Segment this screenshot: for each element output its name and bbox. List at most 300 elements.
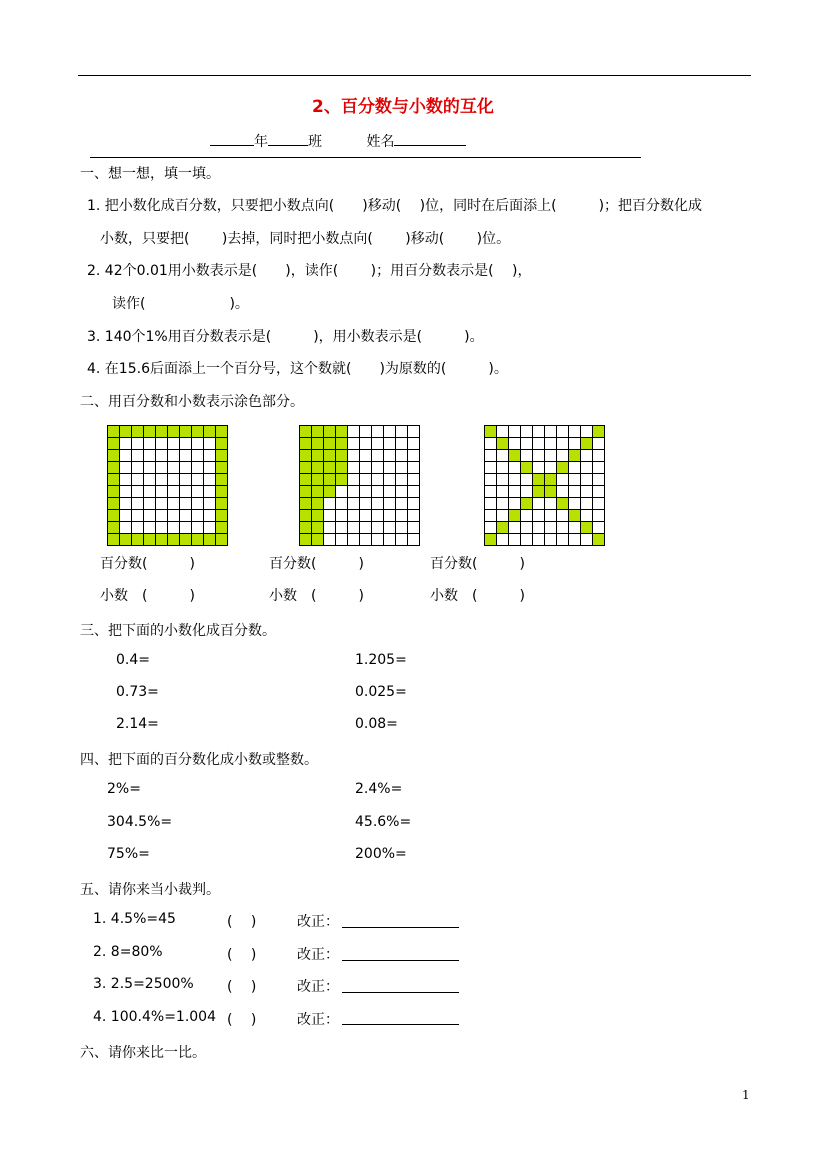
grid-cell	[336, 534, 348, 546]
grid-cell	[497, 474, 509, 486]
grid-cell	[521, 474, 533, 486]
grid-cell	[557, 510, 569, 522]
grid-cell-shaded	[120, 426, 132, 438]
grid-cell	[324, 510, 336, 522]
grid-cell-shaded	[569, 510, 581, 522]
grid-cell-shaded	[485, 534, 497, 546]
grid-cell	[372, 510, 384, 522]
grid-cell	[348, 450, 360, 462]
grid-cell-shaded	[216, 498, 228, 510]
judge-paren-4[interactable]: ( )	[227, 1012, 257, 1028]
grid-cell	[336, 498, 348, 510]
grid-cell	[132, 462, 144, 474]
judge-item-2: 2. 8=80%	[93, 944, 163, 960]
judge-paren-3[interactable]: ( )	[227, 979, 257, 995]
grid-cell-shaded	[324, 450, 336, 462]
grid-cell	[120, 498, 132, 510]
grid-cell	[132, 450, 144, 462]
grid-cell	[545, 462, 557, 474]
grid-cell	[156, 486, 168, 498]
grid-cell-shaded	[312, 486, 324, 498]
grid-cell-shaded	[336, 450, 348, 462]
grid-cell	[372, 522, 384, 534]
grid-cell-shaded	[300, 474, 312, 486]
grid-cell-shaded	[108, 438, 120, 450]
class-label: 班	[308, 134, 322, 150]
grid-cell	[348, 498, 360, 510]
grid-cell-shaded	[557, 498, 569, 510]
section-4-heading: 四、把下面的百分数化成小数或整数。	[80, 752, 318, 768]
grid-cell	[485, 498, 497, 510]
grid-cell	[533, 438, 545, 450]
grid-cell-shaded	[300, 450, 312, 462]
grid-cell	[545, 522, 557, 534]
grid-cell	[408, 438, 420, 450]
s4-right-3: 200%=	[355, 846, 407, 862]
grid-cell-shaded	[509, 510, 521, 522]
grid-cell	[204, 522, 216, 534]
grid-cell	[593, 486, 605, 498]
grid-1-decimal-label: 小数 ( )	[100, 588, 195, 604]
section-6-heading: 六、请你来比一比。	[80, 1045, 206, 1061]
grid-cell-shaded	[312, 426, 324, 438]
grid-cell	[348, 522, 360, 534]
s4-left-3: 75%=	[107, 846, 150, 862]
grid-cell	[336, 522, 348, 534]
grid-cell-shaded	[521, 462, 533, 474]
grid-cell	[372, 462, 384, 474]
grid-cell-shaded	[108, 426, 120, 438]
grid-cell	[408, 510, 420, 522]
grid-cell-shaded	[300, 498, 312, 510]
grid-cell	[324, 498, 336, 510]
grid-cell	[204, 450, 216, 462]
grid-cell-shaded	[216, 438, 228, 450]
grid-cell	[156, 438, 168, 450]
q1-line-a: 1. 把小数化成百分数，只要把小数点向( )移动( )位，同时在后面添上( )；把百分数化成	[87, 198, 703, 214]
grid-cell	[569, 462, 581, 474]
q2-line-a: 2. 42个0.01用小数表示是( )，读作( )；用百分数表示是( )，	[87, 263, 532, 279]
grid-cell	[521, 438, 533, 450]
grid-cell-shaded	[120, 534, 132, 546]
grid-cell	[396, 450, 408, 462]
grid-cell-shaded	[324, 426, 336, 438]
section-5-heading: 五、请你来当小裁判。	[80, 882, 220, 898]
grid-cell-shaded	[324, 462, 336, 474]
grid-cell-shaded	[192, 534, 204, 546]
grid-cell	[545, 438, 557, 450]
s3-right-1: 1.205=	[355, 652, 407, 668]
grid-cell	[497, 534, 509, 546]
grid-cell	[132, 510, 144, 522]
grid-cell	[348, 438, 360, 450]
grid-cell-shaded	[108, 498, 120, 510]
judge-fix-blank-4[interactable]	[342, 1024, 459, 1025]
grid-cell	[168, 462, 180, 474]
grid-cell	[132, 486, 144, 498]
grid-cell-shaded	[533, 474, 545, 486]
grid-cell-shaded	[300, 462, 312, 474]
grid-cell	[396, 438, 408, 450]
grid-cell	[360, 438, 372, 450]
grid-cell	[396, 486, 408, 498]
grid-cell	[533, 462, 545, 474]
page-number: 1	[742, 1088, 750, 1102]
grid-cell	[509, 426, 521, 438]
grid-cell-shaded	[132, 534, 144, 546]
grid-cell	[485, 510, 497, 522]
grid-cell	[348, 426, 360, 438]
name-label: 姓名	[366, 134, 395, 150]
grid-cell	[180, 486, 192, 498]
grid-cell	[180, 522, 192, 534]
q3-line: 3. 140个1%用百分数表示是( )，用小数表示是( )。	[87, 329, 484, 345]
grid-cell	[396, 534, 408, 546]
q1-line-b: 小数，只要把( )去掉，同时把小数点向( )移动( )位。	[100, 231, 511, 247]
judge-fix-blank-1[interactable]	[342, 927, 459, 928]
grid-cell	[156, 498, 168, 510]
grid-cell-shaded	[108, 450, 120, 462]
grid-cell	[144, 450, 156, 462]
grid-cell-shaded	[180, 426, 192, 438]
s4-right-2: 45.6%=	[355, 814, 412, 830]
judge-item-1: 1. 4.5%=45	[93, 911, 176, 927]
grid-cell	[180, 450, 192, 462]
grid-cell	[372, 438, 384, 450]
grid-3-decimal-label: 小数 ( )	[430, 588, 525, 604]
grid-cell-shaded	[216, 462, 228, 474]
judge-fix-blank-3[interactable]	[342, 992, 459, 993]
grid-cell	[509, 462, 521, 474]
grid-cell	[120, 522, 132, 534]
grid-cell-shaded	[557, 462, 569, 474]
grid-cell	[509, 534, 521, 546]
judge-paren-2[interactable]: ( )	[227, 947, 257, 963]
s4-left-1: 2%=	[107, 781, 141, 797]
grid-cell	[485, 462, 497, 474]
grid-cell-shaded	[216, 486, 228, 498]
grid-cell	[485, 522, 497, 534]
grid-cell	[485, 486, 497, 498]
grid-cell	[168, 450, 180, 462]
grid-cell	[360, 426, 372, 438]
grid-cell	[360, 510, 372, 522]
grid-cell	[180, 510, 192, 522]
grid-cell	[408, 498, 420, 510]
grid-cell-shaded	[300, 534, 312, 546]
class-blank[interactable]	[268, 131, 308, 146]
grid-cell	[569, 474, 581, 486]
grid-cell	[533, 498, 545, 510]
grid-cell	[384, 510, 396, 522]
grid-cell	[144, 438, 156, 450]
grid-cell-shaded	[204, 426, 216, 438]
grid-cell-shaded	[300, 510, 312, 522]
grid-cell-shaded	[497, 438, 509, 450]
grid-cell	[533, 510, 545, 522]
s3-right-2: 0.025=	[355, 684, 407, 700]
s3-left-3: 2.14=	[116, 716, 159, 732]
grid-cell	[545, 534, 557, 546]
grid-cell-shaded	[533, 486, 545, 498]
grid-l-pattern	[299, 425, 420, 546]
grid-cell-shaded	[216, 522, 228, 534]
grid-cell-shaded	[312, 474, 324, 486]
grid-cell	[408, 474, 420, 486]
grid-cell	[581, 534, 593, 546]
grid-cell	[192, 510, 204, 522]
grid-cell	[408, 462, 420, 474]
grid-cell-shaded	[108, 486, 120, 498]
grid-cell	[372, 534, 384, 546]
grid-cell	[396, 498, 408, 510]
grid-cell	[408, 450, 420, 462]
grid-cell	[593, 498, 605, 510]
grid-cell	[569, 498, 581, 510]
grid-cell	[557, 450, 569, 462]
s3-left-1: 0.4=	[116, 652, 150, 668]
grid-cell	[509, 522, 521, 534]
grid-cell	[180, 474, 192, 486]
grid-cell-shaded	[216, 450, 228, 462]
grid-cell-shaded	[324, 474, 336, 486]
grid-cell	[593, 522, 605, 534]
grid-cell-shaded	[312, 534, 324, 546]
grid-cell-shaded	[108, 462, 120, 474]
grid-cell-shaded	[108, 474, 120, 486]
grid-cell	[360, 450, 372, 462]
grid-cell	[408, 522, 420, 534]
grid-cell-shaded	[312, 462, 324, 474]
grid-cell	[533, 534, 545, 546]
student-info-line	[210, 131, 466, 151]
grid-cell	[384, 450, 396, 462]
grid-cell	[569, 438, 581, 450]
grid-cell	[384, 534, 396, 546]
grid-cell	[324, 534, 336, 546]
grid-cell	[545, 498, 557, 510]
grid-cell	[168, 474, 180, 486]
grid-cell-shaded	[569, 450, 581, 462]
grid-cell	[144, 498, 156, 510]
grid-cell	[485, 450, 497, 462]
grid-cell	[396, 510, 408, 522]
s3-left-2: 0.73=	[116, 684, 159, 700]
grid-cell	[593, 474, 605, 486]
grid-x-pattern	[484, 425, 605, 546]
grid-cell-shaded	[300, 426, 312, 438]
grid-cell-shaded	[168, 426, 180, 438]
grid-cell	[497, 462, 509, 474]
grid-cell	[521, 510, 533, 522]
grid-cell	[593, 450, 605, 462]
grid-cell	[545, 450, 557, 462]
grid-cell	[120, 438, 132, 450]
grid-cell	[192, 462, 204, 474]
grid-cell	[372, 450, 384, 462]
judge-fix-label-4: 改正：	[297, 1012, 339, 1028]
grid-cell	[132, 438, 144, 450]
grid-cell-shaded	[300, 522, 312, 534]
grid-cell	[408, 426, 420, 438]
grid-cell-shaded	[581, 438, 593, 450]
grid-cell	[120, 486, 132, 498]
grid-cell	[372, 486, 384, 498]
grid-cell	[168, 486, 180, 498]
grid-cell	[384, 522, 396, 534]
grid-cell-shaded	[485, 426, 497, 438]
grid-cell	[144, 474, 156, 486]
grid-cell	[396, 426, 408, 438]
grid-cell	[360, 462, 372, 474]
grid-cell-shaded	[156, 426, 168, 438]
grid-cell	[396, 462, 408, 474]
grid-cell	[120, 462, 132, 474]
grid-cell	[521, 534, 533, 546]
grid-cell	[348, 486, 360, 498]
grid-cell-shaded	[324, 486, 336, 498]
grid-cell-shaded	[312, 450, 324, 462]
name-blank[interactable]	[394, 131, 466, 146]
grid-cell-shaded	[180, 534, 192, 546]
s4-left-2: 304.5%=	[107, 814, 173, 830]
grid-cell-shaded	[509, 450, 521, 462]
grid-cell	[593, 438, 605, 450]
grid-cell	[581, 450, 593, 462]
grid-2-percent-label: 百分数( )	[269, 556, 364, 572]
grid-cell	[120, 474, 132, 486]
grid-cell	[144, 522, 156, 534]
judge-fix-label-1: 改正：	[297, 914, 339, 930]
grid-cell	[521, 426, 533, 438]
grid-2-decimal-label: 小数 ( )	[269, 588, 364, 604]
grid-cell-shaded	[156, 534, 168, 546]
judge-fix-label-2: 改正：	[297, 947, 339, 963]
grid-cell	[360, 534, 372, 546]
grid-cell-shaded	[216, 426, 228, 438]
judge-fix-blank-2[interactable]	[342, 960, 459, 961]
grid-cell	[509, 438, 521, 450]
grid-cell	[372, 474, 384, 486]
grid-cell-shaded	[336, 426, 348, 438]
grid-cell	[360, 486, 372, 498]
grid-cell	[372, 498, 384, 510]
grid-cell	[557, 534, 569, 546]
grid-3-percent-label: 百分数( )	[430, 556, 525, 572]
grid-cell	[569, 534, 581, 546]
grid-cell	[384, 462, 396, 474]
grid-cell-shaded	[336, 474, 348, 486]
grid-cell-shaded	[300, 486, 312, 498]
grid-cell	[497, 486, 509, 498]
grid-cell	[396, 522, 408, 534]
grid-cell-shaded	[312, 438, 324, 450]
judge-item-3: 3. 2.5=2500%	[93, 976, 194, 992]
top-rule	[78, 75, 751, 76]
grid-cell	[168, 510, 180, 522]
s4-right-1: 2.4%=	[355, 781, 403, 797]
grid-cell	[557, 474, 569, 486]
grid-cell	[581, 426, 593, 438]
grid-cell	[384, 438, 396, 450]
grid-cell	[581, 498, 593, 510]
grid-cell	[581, 462, 593, 474]
grid-cell	[156, 510, 168, 522]
grid-cell-shaded	[108, 510, 120, 522]
grid-cell	[348, 510, 360, 522]
grid-cell	[497, 426, 509, 438]
grid-cell	[485, 438, 497, 450]
grid-cell-shaded	[144, 426, 156, 438]
grid-cell	[156, 450, 168, 462]
grid-cell	[132, 522, 144, 534]
grid-cell	[497, 498, 509, 510]
judge-paren-1[interactable]: ( )	[227, 914, 257, 930]
q4-line: 4. 在15.6后面添上一个百分号，这个数就( )为原数的( )。	[87, 361, 508, 377]
grid-cell-shaded	[312, 510, 324, 522]
section-3-heading: 三、把下面的小数化成百分数。	[80, 623, 276, 639]
grid-cell	[521, 486, 533, 498]
grid-cell	[348, 534, 360, 546]
year-blank[interactable]	[210, 131, 254, 146]
grid-cell	[557, 438, 569, 450]
grid-cell-shaded	[108, 522, 120, 534]
grid-cell-shaded	[168, 534, 180, 546]
grid-cell-shaded	[192, 426, 204, 438]
grid-cell-shaded	[336, 438, 348, 450]
grid-cell-shaded	[593, 426, 605, 438]
grid-cell	[384, 426, 396, 438]
grid-cell	[396, 474, 408, 486]
grid-cell	[120, 450, 132, 462]
grid-cell	[384, 498, 396, 510]
grid-cell	[384, 474, 396, 486]
grid-cell-shaded	[108, 534, 120, 546]
grid-cell	[348, 462, 360, 474]
grid-cell	[545, 426, 557, 438]
year-label: 年	[254, 134, 268, 150]
section-2-heading: 二、用百分数和小数表示涂色部分。	[80, 394, 304, 410]
page-title: 2、百分数与小数的互化	[312, 97, 494, 117]
grid-cell-shaded	[545, 486, 557, 498]
grid-cell	[509, 498, 521, 510]
grid-cell	[180, 438, 192, 450]
grid-cell-shaded	[324, 438, 336, 450]
grid-cell	[581, 474, 593, 486]
header-rule	[90, 157, 641, 158]
grid-cell	[360, 498, 372, 510]
grid-cell-shaded	[216, 474, 228, 486]
grid-cell	[168, 522, 180, 534]
grid-cell-shaded	[336, 462, 348, 474]
grid-cell	[180, 498, 192, 510]
grid-cell	[360, 522, 372, 534]
grid-cell	[521, 522, 533, 534]
grid-cell	[509, 486, 521, 498]
grid-cell	[533, 522, 545, 534]
grid-cell-shaded	[312, 522, 324, 534]
grid-cell	[593, 510, 605, 522]
s3-right-3: 0.08=	[355, 716, 398, 732]
grid-cell	[204, 438, 216, 450]
grid-cell	[120, 510, 132, 522]
section-1-heading: 一、想一想，填一填。	[80, 166, 220, 182]
grid-cell	[192, 498, 204, 510]
grid-cell	[336, 486, 348, 498]
grid-cell	[204, 510, 216, 522]
grid-cell	[557, 426, 569, 438]
grid-cell	[557, 486, 569, 498]
